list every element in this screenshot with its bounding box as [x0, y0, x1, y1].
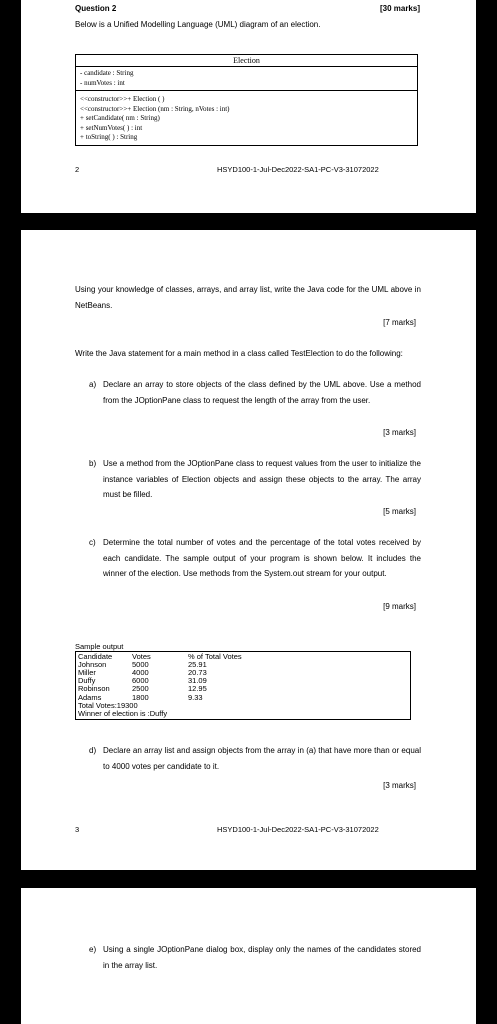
sample-output-box: [75, 651, 411, 720]
item-label: d): [89, 746, 97, 755]
uml-method: <<constructor>>+ Election (nm : String, nVotes : int): [80, 104, 230, 113]
sample-output-title: Sample output: [75, 642, 124, 651]
table-row: [78, 685, 242, 693]
document-page-3: [21, 888, 476, 1024]
table-row: [78, 669, 242, 677]
sample-output: [75, 643, 411, 720]
votes-cell: 4000: [132, 668, 149, 678]
candidate-cell: Duffy: [78, 676, 96, 686]
candidate-cell: Robinson: [78, 684, 110, 694]
task-instruction: Write the Java statement for a main method in a class called TestElection to do the following:: [75, 349, 403, 358]
votes-cell: 6000: [132, 676, 149, 686]
item-text: Using a single JOptionPane dialog box, display only the names of the candidates stored in the array list.: [103, 945, 421, 970]
percent-cell: 31.09: [188, 676, 207, 686]
column-header: Candidate: [78, 652, 113, 662]
uml-method: + setCandidate( nm : String): [80, 114, 160, 122]
uml-method: + setNumVotes( ) : int: [80, 123, 143, 132]
uml-methods: [76, 91, 417, 145]
document-page-1: [21, 0, 476, 213]
item-text: Determine the total number of votes and the percentage of the total votes received by each candidate. The sample output of your program is shown below. It includes the winner of the election. Use methods from the System.out stream for your output.: [103, 538, 421, 578]
column-header: % of Total Votes: [188, 652, 242, 662]
item-text: Declare an array to store objects of the class defined by the UML above. Use a method from the JOptionPane class to request the length of the array from the user.: [103, 380, 421, 405]
candidate-cell: Adams: [78, 692, 102, 702]
item-label: c): [89, 538, 96, 547]
column-header: Votes: [132, 652, 151, 662]
item-text: Use a method from the JOptionPane class to request values from the user to initialize the instance variables of Election objects and assign these objects to the array. The array must be filled.: [103, 459, 421, 499]
sample-output-table: [78, 653, 242, 702]
winner-line: Winner of election is :Duffy: [78, 708, 168, 718]
table-row: [78, 661, 242, 669]
uml-method: + toString( ) : String: [80, 133, 138, 141]
percent-cell: 12.95: [188, 684, 207, 694]
footer-code: HSYD100-1-Jul-Dec2022-SA1-PC-V3-31072022: [217, 825, 379, 834]
item-text: Declare an array list and assign objects from the array in (a) that have more than or equal to 4000 votes per candidate to it.: [103, 746, 421, 771]
uml-class-name: Election: [76, 55, 417, 67]
item-label: e): [89, 945, 97, 954]
candidate-cell: Miller: [78, 668, 96, 678]
votes-cell: 2500: [132, 684, 149, 694]
item-marks: [9 marks]: [383, 602, 416, 611]
item-marks: [3 marks]: [383, 428, 416, 437]
votes-cell: 5000: [132, 660, 149, 670]
page-number: 2: [75, 165, 80, 174]
footer-code: HSYD100-1-Jul-Dec2022-SA1-PC-V3-31072022: [217, 165, 379, 174]
votes-cell: 1800: [132, 692, 149, 702]
item-marks: [5 marks]: [383, 507, 416, 516]
uml-attributes: [76, 67, 417, 91]
total-votes-line: Total Votes:19300: [78, 700, 138, 710]
page-number: 3: [75, 825, 80, 834]
percent-cell: 9.33: [188, 692, 203, 702]
total-marks: [30 marks]: [379, 4, 420, 13]
percent-cell: 20.73: [188, 668, 207, 678]
task-intro-marks: [7 marks]: [383, 318, 416, 327]
task-intro: Using your knowledge of classes, arrays, and array list, write the Java code for the UML above in NetBeans.: [75, 285, 421, 310]
item-label: b): [89, 459, 97, 468]
uml-class-diagram: [75, 54, 418, 146]
question-title: Question 2: [75, 4, 117, 13]
uml-method: <<constructor>>+ Election ( ): [80, 95, 165, 103]
item-marks: [3 marks]: [383, 781, 416, 790]
item-label: a): [89, 380, 97, 389]
document-page-2: [21, 230, 476, 870]
candidate-cell: Johnson: [78, 660, 107, 670]
uml-attribute: - candidate : String: [80, 69, 134, 77]
uml-intro: Below is a Unified Modelling Language (UML) diagram of an election.: [75, 20, 321, 29]
uml-attribute: - numVotes : int: [80, 78, 125, 87]
percent-cell: 25.91: [188, 660, 207, 670]
